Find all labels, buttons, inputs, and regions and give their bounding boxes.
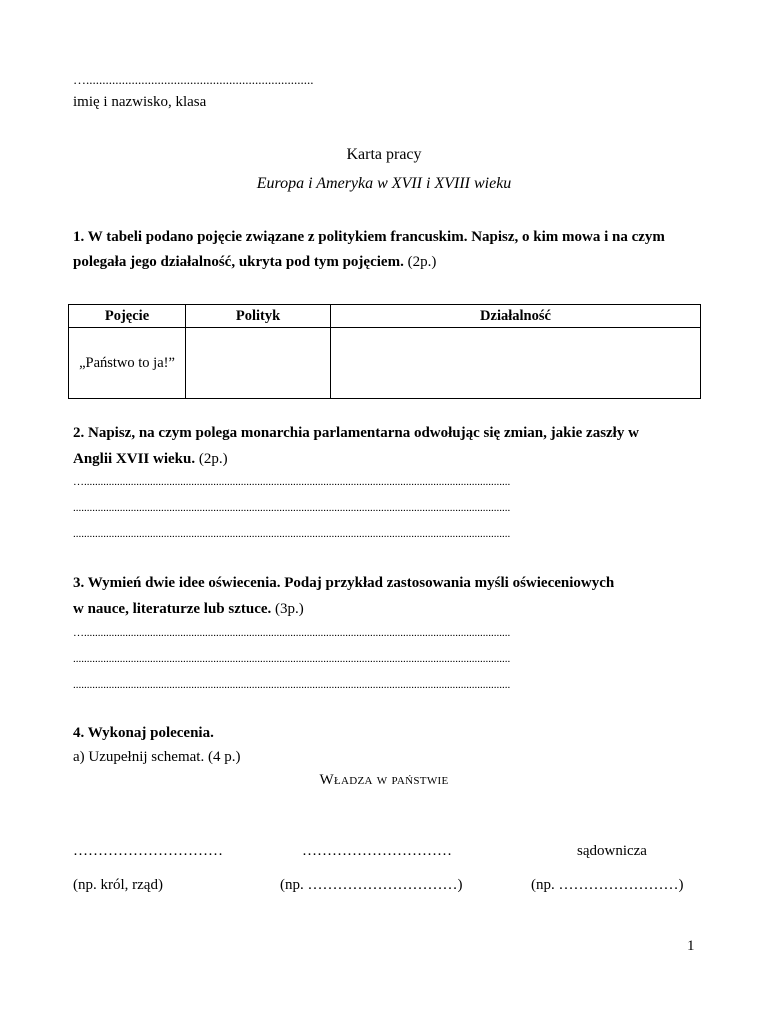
q2-answer-line-3[interactable]: ............................................................................................................................................................... <box>73 528 511 540</box>
q3-text-bold: w nauce, literaturze lub sztuce. <box>73 601 272 617</box>
branch-2-example[interactable]: (np. …………………………) <box>280 877 463 893</box>
table-header-row <box>69 305 701 328</box>
q3-answer-line-2[interactable]: ............................................................................................................................................................... <box>73 653 511 665</box>
q1-text-bold: polegała jego działalność, ukryta pod tym pojęciem. <box>73 254 404 270</box>
page-title: Karta pracy <box>346 146 422 163</box>
cell-dzialalnosc-answer[interactable] <box>331 328 701 399</box>
q2-answer-line-2[interactable]: ............................................................................................................................................................... <box>73 502 511 514</box>
q3-text-line2 <box>73 601 304 618</box>
q1-table <box>68 304 701 399</box>
page-number: 1 <box>687 938 695 954</box>
branch-1-name[interactable]: ………………………… <box>73 843 223 859</box>
name-label: imię i nazwisko, klasa <box>73 94 207 110</box>
q2-answer-line-1[interactable]: …........................................................................................................................................................... <box>73 476 511 488</box>
q2-points: (2p.) <box>195 451 228 467</box>
branch-3-name: sądownicza <box>577 843 647 859</box>
q4-heading: 4. Wykonaj polecenia. <box>73 725 214 741</box>
q3-points: (3p.) <box>271 601 304 617</box>
name-line[interactable]: …...................................................................... <box>73 72 314 87</box>
cell-pojecie: „Państwo to ja!” <box>69 328 186 399</box>
q1-text-line2 <box>73 254 436 271</box>
q2-text-line1: 2. Napisz, na czym polega monarchia parlamentarna odwołując się zmian, jakie zaszły w <box>73 425 639 441</box>
q3-answer-line-1[interactable]: …........................................................................................................................................................... <box>73 627 511 639</box>
q1-points: (2p.) <box>403 254 437 270</box>
q2-text-line2 <box>73 451 228 468</box>
branch-1-example: (np. król, rząd) <box>73 877 163 893</box>
page-subtitle: Europa i Ameryka w XVII i XVIII wieku <box>256 175 512 192</box>
q1-text-line1: 1. W tabeli podano pojęcie związane z politykiem francuskim. Napisz, o kim mowa i na czym <box>73 229 665 245</box>
q3-text-line1: 3. Wymień dwie idee oświecenia. Podaj przykład zastosowania myśli oświeceniowych <box>73 575 615 591</box>
col-header-pojecie: Pojęcie <box>69 305 186 328</box>
col-header-polityk: Polityk <box>186 305 331 328</box>
diagram-title: Władza w państwie <box>319 772 449 788</box>
q3-answer-line-3[interactable]: ............................................................................................................................................................... <box>73 679 511 691</box>
branch-3-example[interactable]: (np. ……………………) <box>531 877 684 893</box>
col-header-dzialalnosc: Działalność <box>331 305 701 328</box>
table-row <box>69 328 701 399</box>
branch-2-name[interactable]: ………………………… <box>302 843 452 859</box>
cell-polityk-answer[interactable] <box>186 328 331 399</box>
q4-sub-a: a) Uzupełnij schemat. (4 p.) <box>73 749 241 765</box>
q2-text-bold: Anglii XVII wieku. <box>73 451 196 467</box>
